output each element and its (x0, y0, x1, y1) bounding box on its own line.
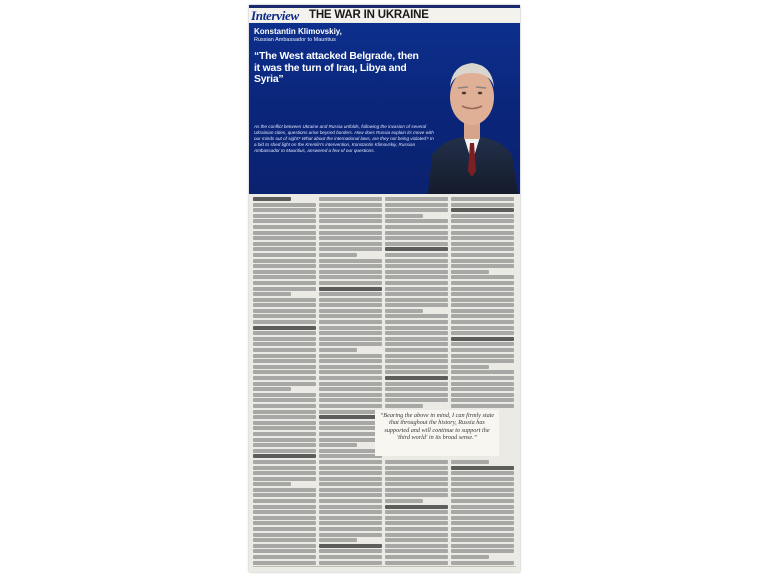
text-line (319, 516, 382, 520)
text-line (385, 471, 448, 475)
text-line (319, 376, 382, 380)
text-line (253, 303, 316, 307)
text-line (319, 561, 382, 565)
text-line (451, 303, 514, 307)
text-line (451, 292, 514, 296)
text-line (385, 264, 448, 268)
text-line (385, 549, 448, 553)
text-line (385, 527, 448, 531)
text-line (253, 493, 316, 497)
text-line (319, 466, 382, 470)
text-line (253, 376, 316, 380)
text-line (451, 298, 514, 302)
text-line (385, 510, 448, 514)
text-line (253, 214, 316, 218)
text-line (451, 348, 514, 352)
text-line (319, 354, 382, 358)
text-line (253, 555, 316, 559)
text-line (319, 426, 382, 430)
text-line (253, 460, 316, 464)
text-line (319, 393, 382, 397)
text-line (451, 533, 514, 537)
text-line (253, 219, 316, 223)
text-line (253, 275, 316, 279)
kicker: Interview (251, 8, 299, 23)
text-line (319, 370, 382, 374)
text-line (451, 555, 489, 559)
text-line (451, 337, 514, 341)
text-line (451, 359, 514, 363)
text-line (253, 231, 316, 235)
text-line (319, 225, 382, 229)
text-line (319, 527, 382, 531)
text-line (385, 197, 448, 201)
text-line (385, 544, 448, 548)
text-line (385, 292, 448, 296)
text-line (319, 203, 382, 207)
text-line (385, 398, 448, 402)
text-line (253, 359, 316, 363)
text-line (451, 466, 514, 470)
text-line (253, 236, 316, 240)
text-line (253, 482, 291, 486)
text-line (319, 253, 357, 257)
text-line (319, 197, 382, 201)
text-line (253, 454, 316, 458)
text-line (451, 320, 514, 324)
text-line (253, 466, 316, 470)
text-line (253, 225, 316, 229)
text-line (253, 259, 316, 263)
text-line (319, 544, 382, 548)
text-line (319, 398, 382, 402)
text-line (319, 510, 382, 514)
text-line (319, 449, 382, 453)
text-line (253, 477, 316, 481)
text-line (385, 460, 448, 464)
text-line (319, 326, 382, 330)
text-line (451, 259, 514, 263)
text-line (385, 219, 448, 223)
text-line (385, 354, 448, 358)
text-line (451, 242, 514, 246)
text-line (319, 331, 382, 335)
text-line (385, 320, 448, 324)
text-line (253, 387, 291, 391)
text-line (319, 348, 357, 352)
text-line (253, 242, 316, 246)
text-line (319, 482, 382, 486)
text-line (385, 555, 448, 559)
text-line (253, 331, 316, 335)
text-line (253, 415, 316, 419)
text-line (451, 314, 514, 318)
interviewee-name: Konstantin Klimovskiy, (254, 27, 342, 36)
pull-quote: “Bearing the above in mind, I can firmly state that throughout the history, Russia has supported and will continue to support the 'third world' in its broad sense.” (379, 412, 495, 442)
text-line (253, 342, 316, 346)
text-line (319, 443, 357, 447)
text-line (451, 510, 514, 514)
text-line (253, 287, 316, 291)
text-line (451, 365, 489, 369)
text-line (385, 499, 423, 503)
text-line (451, 203, 514, 207)
intro-paragraph: As the conflict between Ukraine and Russia unfolds, following the invasion of several Ukrainian cities, questions arise beyond borders. How does Russia explain its move with our minds out of sight? What about the international laws, are they not being violated? In a bid to shed light on the Kremlin's intervention, Konstantin Klimovskiy, Russian Ambassador to Mauritius, answered a few of our questions. (254, 124, 434, 153)
text-line (451, 549, 514, 553)
text-line (253, 365, 316, 369)
text-line (451, 471, 514, 475)
text-line (385, 533, 448, 537)
text-line (319, 533, 382, 537)
text-line (451, 236, 514, 240)
text-line (451, 382, 514, 386)
text-line (385, 365, 448, 369)
text-line (385, 309, 423, 313)
ambassador-portrait (424, 43, 520, 194)
text-line (253, 505, 316, 509)
text-line (385, 214, 423, 218)
text-line (385, 270, 448, 274)
text-line (451, 225, 514, 229)
text-line (319, 287, 382, 291)
text-line (253, 516, 316, 520)
text-line (451, 231, 514, 235)
text-line (385, 561, 448, 565)
text-line (253, 438, 316, 442)
text-line (451, 505, 514, 509)
text-line (385, 342, 448, 346)
text-line (319, 342, 382, 346)
text-line (319, 292, 382, 296)
text-line (253, 432, 316, 436)
article-column-1 (253, 197, 316, 569)
article-body (253, 197, 516, 569)
text-line (253, 354, 316, 358)
text-line (253, 370, 316, 374)
text-line (253, 264, 316, 268)
text-line (451, 477, 514, 481)
text-line (451, 398, 514, 402)
text-line (451, 482, 514, 486)
text-line (385, 387, 448, 391)
text-line (319, 521, 382, 525)
article-column-4 (451, 197, 514, 569)
text-line (319, 281, 382, 285)
text-line (385, 348, 448, 352)
text-line (451, 354, 514, 358)
text-line (451, 197, 514, 201)
text-line (385, 477, 448, 481)
text-line (319, 488, 382, 492)
text-line (385, 488, 448, 492)
text-line (319, 259, 382, 263)
text-line (385, 505, 448, 509)
text-line (385, 247, 448, 251)
text-line (451, 544, 514, 548)
text-line (385, 538, 448, 542)
text-line (319, 477, 382, 481)
text-line (385, 275, 448, 279)
text-line (253, 549, 316, 553)
text-line (319, 493, 382, 497)
text-line (253, 443, 316, 447)
text-line (385, 493, 448, 497)
text-line (319, 219, 382, 223)
text-line (451, 219, 514, 223)
text-line (253, 253, 316, 257)
text-line (253, 471, 316, 475)
page-header (249, 8, 520, 22)
text-line (319, 314, 382, 318)
text-line (253, 561, 316, 565)
text-line (451, 499, 514, 503)
text-line (319, 264, 382, 268)
text-line (451, 488, 514, 492)
text-line (385, 203, 448, 207)
section-title: THE WAR IN UKRAINE (309, 9, 429, 21)
text-line (451, 309, 514, 313)
footer-rule (253, 566, 516, 567)
text-line (253, 208, 316, 212)
text-line (451, 404, 514, 408)
text-line (385, 303, 448, 307)
text-line (253, 337, 316, 341)
text-line (385, 253, 448, 257)
text-line (319, 421, 382, 425)
text-line (253, 538, 316, 542)
text-line (319, 298, 382, 302)
text-line (451, 264, 514, 268)
text-line (385, 208, 448, 212)
text-line (451, 561, 514, 565)
text-line (385, 521, 448, 525)
text-line (319, 303, 382, 307)
text-line (451, 287, 514, 291)
text-line (451, 460, 489, 464)
text-line (253, 203, 316, 207)
text-line (253, 533, 316, 537)
text-line (451, 326, 514, 330)
text-line (319, 438, 382, 442)
text-line (385, 516, 448, 520)
text-line (253, 348, 316, 352)
text-line (385, 287, 448, 291)
text-line (385, 404, 423, 408)
text-line (319, 454, 382, 458)
text-line (319, 247, 382, 251)
text-line (451, 253, 514, 257)
text-line (319, 382, 382, 386)
text-line (253, 320, 316, 324)
text-line (253, 510, 316, 514)
text-line (319, 337, 382, 341)
text-line (451, 493, 514, 497)
text-line (253, 292, 291, 296)
text-line (253, 499, 316, 503)
text-line (319, 460, 382, 464)
text-line (385, 326, 448, 330)
text-line (319, 505, 382, 509)
text-line (319, 432, 382, 436)
text-line (385, 331, 448, 335)
text-line (385, 382, 448, 386)
text-line (319, 214, 382, 218)
headline-quote: “The West attacked Belgrade, then it was the turn of Iraq, Libya and Syria” (254, 51, 419, 85)
text-line (319, 359, 382, 363)
text-line (385, 231, 448, 235)
text-line (253, 298, 316, 302)
text-line (319, 236, 382, 240)
text-line (451, 270, 489, 274)
text-line (385, 281, 448, 285)
text-line (319, 270, 382, 274)
text-line (319, 404, 382, 408)
text-line (319, 231, 382, 235)
text-line (451, 208, 514, 212)
text-line (319, 555, 382, 559)
text-line (385, 376, 448, 380)
text-line (385, 242, 448, 246)
text-line (253, 247, 316, 251)
text-line (451, 376, 514, 380)
text-line (451, 275, 514, 279)
text-line (253, 527, 316, 531)
text-line (253, 393, 316, 397)
text-line (253, 382, 316, 386)
interviewee-role: Russian Ambassador to Mauritius (254, 37, 336, 43)
text-line (253, 309, 316, 313)
text-line (451, 393, 514, 397)
text-line (319, 410, 382, 414)
text-line (319, 365, 382, 369)
text-line (319, 242, 382, 246)
text-line (253, 410, 316, 414)
text-line (385, 298, 448, 302)
text-line (253, 521, 316, 525)
text-line (385, 225, 448, 229)
text-line (385, 359, 448, 363)
text-line (451, 527, 514, 531)
text-line (319, 471, 382, 475)
text-line (451, 214, 514, 218)
text-line (319, 208, 382, 212)
text-line (253, 314, 316, 318)
text-line (319, 320, 382, 324)
interview-banner (249, 23, 520, 194)
text-line (319, 309, 382, 313)
article-column-2 (319, 197, 382, 569)
pull-quote-box (375, 410, 499, 456)
text-line (319, 275, 382, 279)
text-line (253, 421, 316, 425)
text-line (253, 488, 316, 492)
text-line (451, 538, 514, 542)
text-line (253, 197, 291, 201)
text-line (319, 538, 357, 542)
text-line (253, 398, 316, 402)
text-line (253, 326, 316, 330)
text-line (451, 516, 514, 520)
text-line (385, 236, 448, 240)
text-line (451, 342, 514, 346)
text-line (253, 426, 316, 430)
text-line (319, 415, 382, 419)
text-line (451, 521, 514, 525)
text-line (319, 499, 382, 503)
text-line (451, 387, 514, 391)
text-line (385, 370, 448, 374)
article-column-3 (385, 197, 448, 569)
text-line (319, 387, 382, 391)
text-line (451, 281, 514, 285)
text-line (253, 281, 316, 285)
newspaper-page (249, 5, 520, 572)
text-line (385, 314, 448, 318)
text-line (253, 449, 316, 453)
text-line (451, 331, 514, 335)
text-line (451, 370, 514, 374)
text-line (253, 270, 316, 274)
text-line (319, 549, 382, 553)
text-line (451, 247, 514, 251)
text-line (385, 337, 448, 341)
text-line (385, 393, 448, 397)
text-line (385, 259, 448, 263)
text-line (385, 482, 448, 486)
text-line (253, 404, 316, 408)
text-line (385, 466, 448, 470)
text-line (253, 544, 316, 548)
